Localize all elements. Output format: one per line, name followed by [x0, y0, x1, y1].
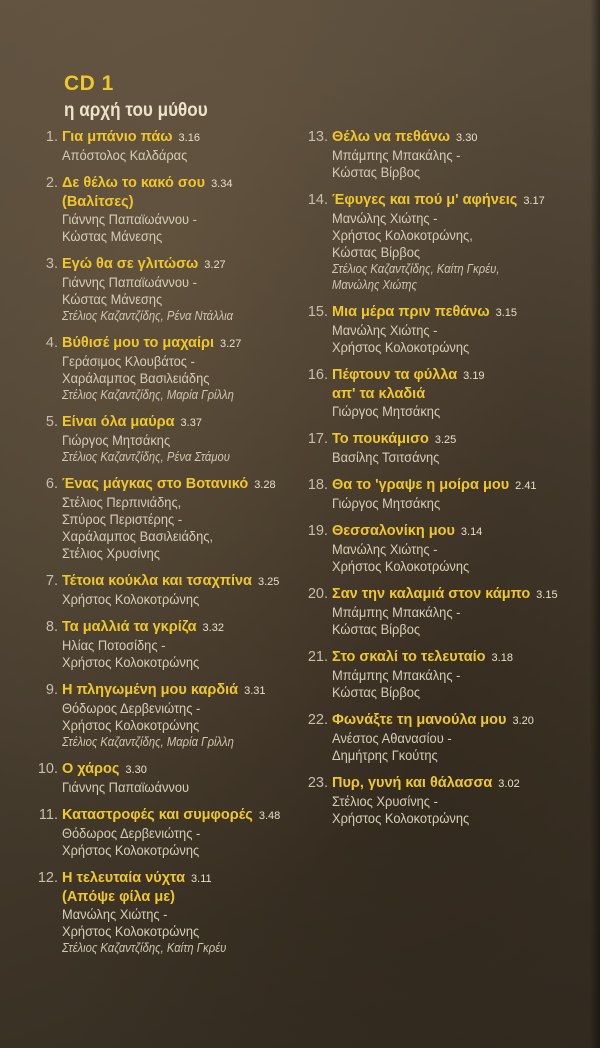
track-credit: Χρήστος Κολοκοτρώνης — [62, 842, 200, 858]
track-title-line — [62, 888, 290, 906]
track-duration: 3.25 — [434, 434, 457, 446]
track-number: 16. — [307, 367, 328, 383]
track-credit: Κώστας Μάνεσης — [62, 228, 163, 244]
track-singers: Στέλιος Καζαντζίδης, Ρένα Στάμου — [62, 450, 230, 464]
track-item — [298, 522, 588, 575]
track-duration: 3.32 — [202, 622, 224, 634]
track-title: Σαν την καλαμιά στον κάμπο — [332, 586, 531, 602]
track-credit: Στέλιος Χρυσίνης - — [332, 793, 438, 809]
track-credit: Γιώργος Μητσάκης — [332, 495, 441, 511]
track-title-line — [332, 303, 588, 322]
track-credit: Σπύρος Περιστέρης - — [62, 511, 183, 527]
track-title: Μια μέρα πριν πεθάνω — [332, 304, 490, 320]
track-title: Φωνάξτε τη μανούλα μου — [332, 712, 507, 728]
track-number: 2. — [45, 175, 58, 191]
track-duration: 3.14 — [460, 526, 483, 538]
track-credit: Χρήστος Κολοκοτρώνης — [332, 339, 470, 355]
track-title: Θεσσαλονίκη μου — [332, 523, 455, 539]
track-title: Έφυγες και πού μ' αφήνεις — [332, 192, 518, 208]
track-item — [298, 128, 588, 181]
track-title-line — [332, 711, 588, 730]
track-title: Εγώ θα σε γλιτώσω — [62, 256, 199, 272]
page-edge-shadow — [590, 0, 600, 1048]
track-title-line — [62, 681, 290, 700]
tracklist-right-column — [298, 128, 588, 837]
track-title-line — [332, 648, 588, 667]
header — [64, 72, 224, 122]
track-credit: Μανώλης Χιώτης - — [332, 322, 438, 338]
track-credit: Κώστας Βίρβος — [332, 164, 421, 180]
track-item — [28, 413, 290, 465]
track-duration: 3.15 — [495, 307, 518, 319]
track-item — [298, 303, 588, 356]
track-credit: Κώστας Μάνεσης — [62, 291, 163, 307]
track-title-line — [62, 806, 290, 825]
track-item — [298, 711, 588, 764]
track-number: 5. — [45, 414, 58, 430]
track-number: 19. — [307, 523, 328, 539]
track-title: Στο σκαλί το τελευταίο — [332, 649, 486, 665]
track-title: Τέτοια κούκλα και τσαχπίνα — [62, 573, 252, 589]
track-duration: 3.25 — [257, 576, 280, 588]
track-duration: 3.28 — [254, 479, 276, 491]
track-title: Το πουκάμισο — [332, 431, 429, 447]
track-item — [28, 806, 290, 859]
track-credit: Κώστας Βίρβος — [332, 244, 421, 260]
track-credit: Στέλιος Περπινιάδης, — [62, 494, 182, 510]
track-title-line — [62, 475, 290, 494]
track-item — [28, 618, 290, 671]
track-credit: Χαράλαμπος Βασιλειάδης — [62, 370, 210, 386]
track-item — [28, 128, 290, 164]
cd-subtitle: η αρχή του μύθου — [64, 100, 208, 121]
track-duration: 3.30 — [125, 764, 147, 776]
track-item — [28, 681, 290, 750]
track-duration: 3.34 — [211, 178, 233, 190]
track-credit: Χρήστος Κολοκοτρώνης — [62, 591, 200, 607]
track-number: 15. — [307, 304, 328, 320]
track-number: 21. — [307, 649, 328, 665]
track-credit: Χρήστος Κολοκοτρώνης — [62, 654, 200, 670]
track-number: 4. — [45, 335, 58, 351]
track-duration: 2.41 — [515, 480, 537, 492]
track-credit: Κώστας Βίρβος — [332, 684, 421, 700]
track-item — [28, 869, 290, 956]
track-title: Βύθισέ μου το μαχαίρι — [62, 335, 214, 351]
track-number: 8. — [45, 619, 58, 635]
track-title-line — [62, 255, 290, 274]
track-title-line — [332, 191, 588, 210]
track-credit: Χρήστος Κολοκοτρώνης — [62, 717, 200, 733]
track-credit: Ηλίας Ποτοσίδης - — [62, 637, 166, 653]
track-title-line — [332, 385, 588, 403]
track-credit: Βασίλης Τσιτσάνης — [332, 449, 440, 465]
track-number: 22. — [307, 712, 328, 728]
track-item — [28, 174, 290, 245]
track-credit: Μανώλης Χιώτης - — [62, 906, 168, 922]
cd-label: CD 1 — [64, 72, 114, 95]
track-item — [298, 476, 588, 512]
track-credit: Θόδωρος Δερβενιώτης - — [62, 700, 201, 716]
track-number: 1. — [45, 129, 58, 145]
track-item — [298, 430, 588, 466]
track-duration: 3.19 — [463, 370, 485, 382]
track-title-line — [332, 128, 588, 147]
track-item — [298, 774, 588, 827]
track-singers: Στέλιος Καζαντζίδης, Ρένα Ντάλλια — [62, 309, 234, 323]
track-singers: Στέλιος Καζαντζίδης, Μαρία Γρίλλη — [62, 735, 234, 749]
track-title: Είναι όλα μαύρα — [62, 414, 175, 430]
track-credit: Απόστολος Καλδάρας — [62, 147, 188, 163]
track-item — [28, 760, 290, 796]
track-title-line — [62, 174, 290, 193]
track-credit: Γιάννης Παπαϊωάννου - — [62, 274, 197, 290]
track-credit: Γιάννης Παπαϊωάννου — [62, 779, 190, 795]
track-duration: 3.18 — [491, 652, 513, 664]
track-title: Ο χάρος — [62, 761, 120, 777]
track-credit: Χρήστος Κολοκοτρώνης — [332, 810, 470, 826]
track-number: 12. — [37, 870, 58, 886]
track-number: 3. — [45, 256, 58, 272]
track-number: 14. — [307, 192, 328, 208]
track-title-line — [62, 869, 290, 888]
track-number: 10. — [37, 761, 58, 777]
track-singers: Στέλιος Καζαντζίδης, Καίτη Γκρέυ, — [332, 262, 500, 276]
track-title-line — [332, 366, 588, 385]
track-credit: Μπάμπης Μπακάλης - — [332, 604, 461, 620]
track-duration: 3.02 — [498, 778, 520, 790]
track-title-line — [62, 128, 290, 147]
track-title: Πυρ, γυνή και θάλασσα — [332, 775, 493, 791]
track-duration: 3.11 — [191, 873, 212, 885]
track-number: 17. — [307, 431, 328, 447]
track-title: (Απόψε φίλα με) — [62, 889, 175, 905]
track-title-line — [62, 618, 290, 637]
track-singers: Στέλιος Καζαντζίδης, Μαρία Γρίλλη — [62, 388, 234, 402]
track-duration: 3.17 — [523, 195, 545, 207]
track-title-line — [62, 760, 290, 779]
track-credit: Θόδωρος Δερβενιώτης - — [62, 825, 201, 841]
track-title: Η πληγωμένη μου καρδιά — [62, 682, 239, 698]
track-title: Θέλω να πεθάνω — [332, 129, 451, 145]
track-title: Η τελευταία νύχτα — [62, 870, 186, 886]
track-title: Ένας μάγκας στο Βοτανικό — [62, 476, 249, 492]
track-title-line — [332, 585, 588, 604]
track-title-line — [332, 430, 588, 449]
track-number: 18. — [307, 477, 328, 493]
track-item — [298, 366, 588, 420]
track-credit: Χαράλαμπος Βασιλειάδης, — [62, 528, 214, 544]
track-title-line — [332, 522, 588, 541]
track-title: Δε θέλω το κακό σου — [62, 175, 206, 191]
track-title: Πέφτουν τα φύλλα — [332, 367, 458, 383]
track-number: 7. — [45, 573, 58, 589]
track-title: Τα μαλλιά τα γκρίζα — [62, 619, 197, 635]
track-title: Για μπάνιο πάω — [62, 129, 173, 145]
track-number: 23. — [307, 775, 328, 791]
track-credit: Κώστας Βίρβος — [332, 621, 421, 637]
track-duration: 3.20 — [512, 715, 534, 727]
track-item — [28, 572, 290, 608]
track-credit: Χρήστος Κολοκοτρώνης, — [332, 227, 473, 243]
track-title-line — [62, 193, 290, 211]
track-duration: 3.30 — [456, 132, 478, 144]
track-item — [28, 475, 290, 562]
track-number: 6. — [45, 476, 58, 492]
track-item — [298, 585, 588, 638]
track-credit: Μανώλης Χιώτης - — [332, 210, 438, 226]
track-item — [28, 255, 290, 324]
track-credit: Γιώργος Μητσάκης — [332, 403, 441, 419]
track-credit: Χρήστος Κολοκοτρώνης — [332, 558, 470, 574]
track-title-line — [62, 413, 290, 432]
track-title-line — [332, 476, 588, 495]
track-singers: Μανώλης Χιώτης — [332, 278, 418, 292]
track-title: Θα το 'γραψε η μοίρα μου — [332, 477, 510, 493]
track-credit: Δημήτρης Γκούτης — [332, 747, 438, 763]
track-duration: 3.27 — [204, 259, 226, 271]
track-credit: Μπάμπης Μπακάλης - — [332, 667, 461, 683]
track-singers: Στέλιος Καζαντζίδης, Καίτη Γκρέυ — [62, 941, 227, 955]
track-title: Καταστροφές και συμφορές — [62, 807, 253, 823]
track-item — [298, 648, 588, 701]
track-credit: Γιάννης Παπαϊωάννου - — [62, 211, 197, 227]
track-item — [28, 334, 290, 403]
track-title: (Βαλίτσες) — [62, 194, 134, 210]
track-duration: 3.27 — [219, 338, 242, 350]
track-credit: Μπάμπης Μπακάλης - — [332, 147, 461, 163]
track-duration: 3.31 — [244, 685, 266, 697]
track-credit: Χρήστος Κολοκοτρώνης — [62, 923, 200, 939]
track-credit: Μανώλης Χιώτης - — [332, 541, 438, 557]
track-number: 9. — [45, 682, 58, 698]
track-duration: 3.37 — [180, 417, 202, 429]
track-title-line — [332, 774, 588, 793]
track-title-line — [62, 572, 290, 591]
track-item — [298, 191, 588, 293]
track-title: απ' τα κλαδιά — [332, 386, 426, 402]
track-title-line — [62, 334, 290, 353]
track-credit: Γιώργος Μητσάκης — [62, 432, 171, 448]
track-credit: Ανέστος Αθανασίου - — [332, 730, 452, 746]
track-credit: Γεράσιμος Κλουβάτος - — [62, 353, 195, 369]
track-credit: Στέλιος Χρυσίνης — [62, 545, 161, 561]
tracklist-left-column — [28, 128, 290, 966]
track-duration: 3.15 — [536, 589, 558, 601]
track-number: 11. — [38, 807, 58, 823]
track-number: 13. — [307, 129, 328, 145]
track-duration: 3.48 — [258, 810, 281, 822]
track-duration: 3.16 — [178, 132, 200, 144]
track-number: 20. — [307, 586, 328, 602]
